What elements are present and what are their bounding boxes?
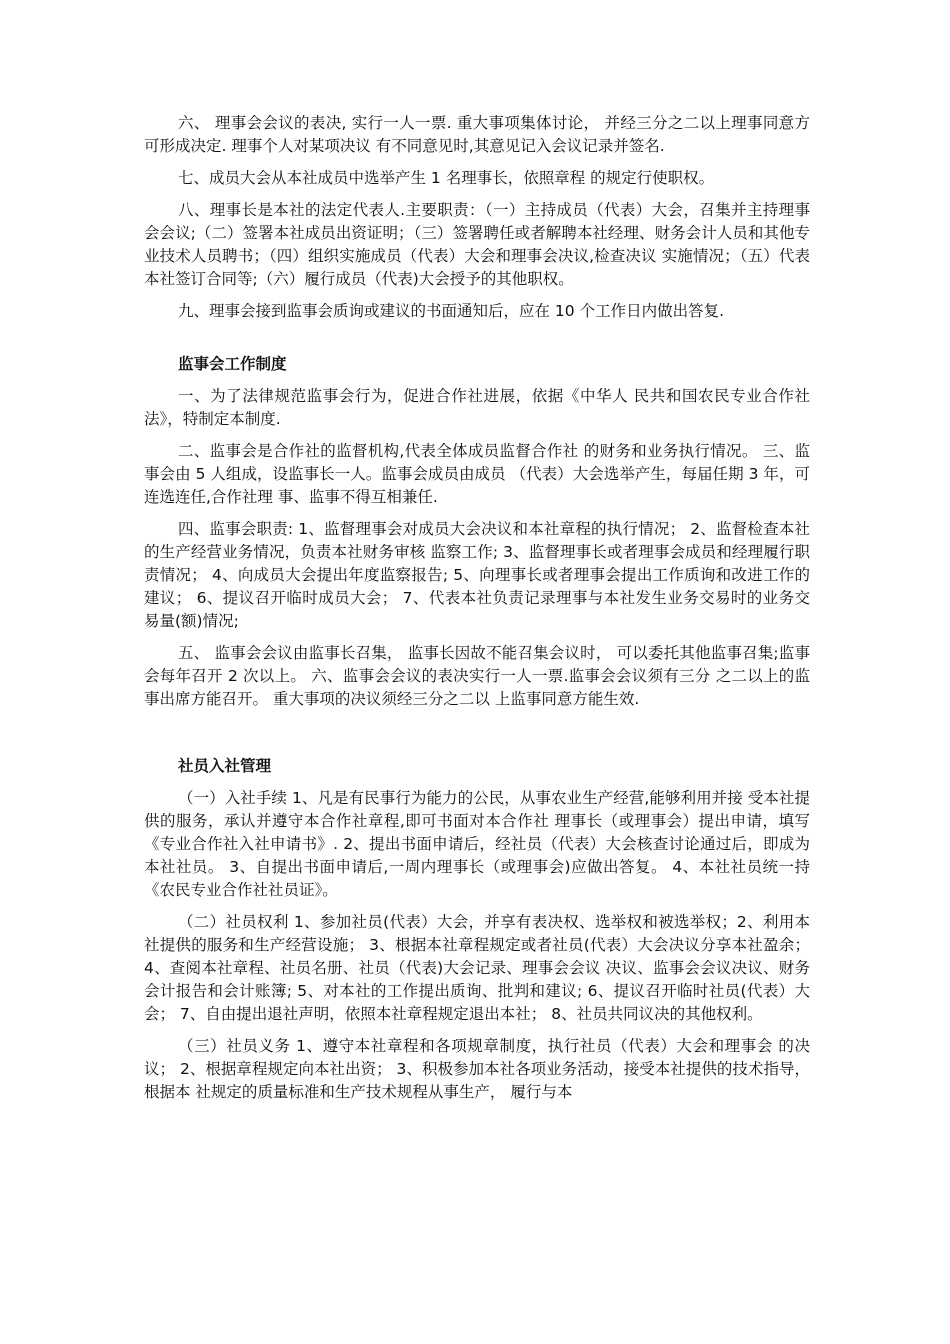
section-heading: 社员入社管理 bbox=[178, 757, 272, 775]
paragraph: 八、理事长是本社的法定代表人.主要职责：（一）主持成员（代表）大会，召集并主持理事会会议;（二）签署本社成员出资证明；（三）签署聘任或者解聘本社经理、财务会计人员和其他专 业技术人员聘书；（四）组织实施成员（代表）大会和理事会决议,检查决议 实施情况；（五）代表本社签订合同等;（六）履行成员（代表)大会授予的其他职权。 bbox=[144, 201, 810, 288]
paragraph: 一、为了法律规范监事会行为，促进合作社进展，依据《中华人 民共和国农民专业合作社法》，特制定本制度. bbox=[144, 387, 810, 428]
paragraph: 二、监事会是合作社的监督机构,代表全体成员监督合作社 的财务和业务执行情况。 三、监事会由 5 人组成，设监事长一人。监事会成员由成员 （代表）大会选举产生，每届任期 3 年，可连选连任,合作社理 事、监事不得互相兼任. bbox=[144, 442, 810, 506]
section-supervisory-board bbox=[144, 353, 810, 711]
paragraph: 七、成员大会从本社成员中选举产生 1 名理事长，依照章程 的规定行使职权。 bbox=[178, 169, 715, 187]
paragraph: 四、监事会职责: 1、监督理事会对成员大会决议和本社章程的执行情况； 2、监督检查本社的生产经营业务情况，负责本社财务审核 监察工作; 3、监督理事长或者理事会成员和经理履行职责情况； 4、向成员大会提出年度监察报告; 5、向理事长或者理事会提出工作质询和改进工作的建议； 6、提议召开临时成员大会； 7、代表本社负责记录理事与本社发生业务交易时的业务交 易量(额)情况; bbox=[144, 520, 810, 630]
document-page bbox=[144, 112, 810, 1113]
paragraph: （三）社员义务 1、遵守本社章程和各项规章制度，执行社员（代表）大会和理事会 的决议； 2、根据章程规定向本社出资； 3、积极参加本社各项业务活动，接受本社提供的技术指导，根据本 社规定的质量标准和生产技术规程从事生产， 履行与本 bbox=[144, 1037, 810, 1101]
section-heading: 监事会工作制度 bbox=[178, 355, 287, 373]
paragraph: 五、 监事会会议由监事长召集， 监事长因故不能召集会议时， 可以委托其他监事召集;监事会每年召开 2 次以上。 六、监事会会议的表决实行一人一票.监事会会议须有三分 之二以上的监事出席方能召开。 重大事项的决议须经三分之二以 上监事同意方能生效. bbox=[144, 644, 810, 708]
paragraph: （二）社员权利 1、参加社员(代表）大会，并享有表决权、选举权和被选举权；2、利用本社提供的服务和生产经营设施； 3、根据本社章程规定或者社员(代表）大会决议分享本社盈余； 4、查阅本社章程、社员名册、社员（代表)大会记录、理事会会议 决议、监事会会议决议、财务会计报告和会计账簿; 5、对本社的工作提出质询、批判和建议; 6、提议召开临时社员(代表）大会； 7、自由提出退社声明，依照本社章程规定退出本社； 8、社员共同议决的其他权利。 bbox=[144, 913, 810, 1023]
section-member-admission bbox=[144, 755, 810, 1104]
paragraph: 六、 理事会会议的表决, 实行一人一票. 重大事项集体讨论， 并经三分之二以上理事同意方可形成决定. 理事个人对某项决议 有不同意见时,其意见记入会议记录并签名. bbox=[144, 114, 810, 155]
paragraph: （一）入社手续 1、凡是有民事行为能力的公民，从事农业生产经营,能够利用并接 受本社提供的服务，承认并遵守本合作社章程,即可书面对本合作社 理事长（或理事会）提出申请，填写《专业合作社入社申请书》. 2、提出书面申请后，经社员（代表）大会核查讨论通过后，即成为 本社社员。 3、自提出书面申请后,一周内理事长（或理事会)应做出答复。 4、本社社员统一持《农民专业合作社社员证》。 bbox=[144, 789, 810, 899]
paragraph: 九、理事会接到监事会质询或建议的书面通知后，应在 10 个工作日内做出答复. bbox=[178, 302, 725, 320]
section-board-rules bbox=[144, 112, 810, 323]
